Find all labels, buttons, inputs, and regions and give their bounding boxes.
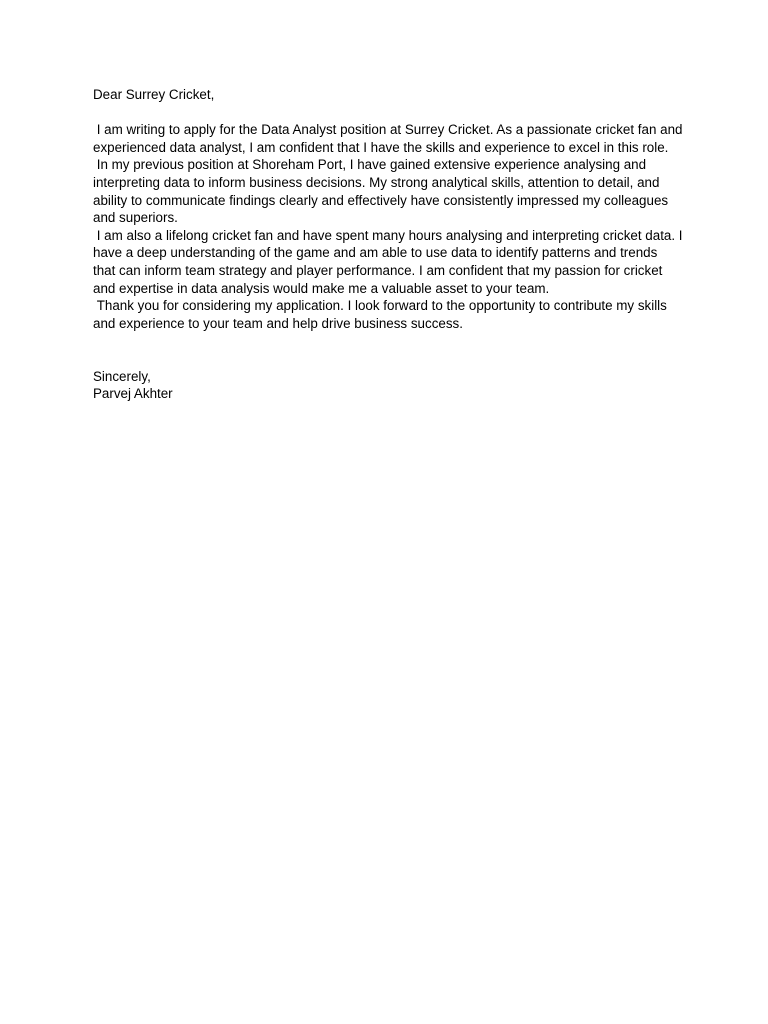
body-paragraph-1: I am writing to apply for the Data Analyst position at Surrey Cricket. As a passionate cricket fan and experienced data analyst, I am confident that I have the skills and experience to excel in this role.	[93, 122, 687, 155]
body-paragraph-4: Thank you for considering my application. I look forward to the opportunity to contribute my skills and experience to your team and help drive business success.	[93, 298, 671, 331]
spacer	[93, 332, 683, 367]
cover-letter	[93, 86, 687, 403]
closing: Sincerely,	[93, 368, 151, 384]
signature: Parvej Akhter	[93, 386, 173, 402]
spacer	[93, 104, 683, 122]
body-paragraph-3: I am also a lifelong cricket fan and have spent many hours analysing and interpreting cricket data. I have a deep understanding of the game and am able to use data to identify patterns and trends that can inform team strategy and player performance. I am confident that my passion for cricket and expertise in data analysis would make me a valuable asset to your team.	[93, 227, 687, 296]
salutation: Dear Surrey Cricket,	[93, 87, 215, 102]
body-paragraph-2: In my previous position at Shoreham Port, I have gained extensive experience analysing and interpreting data to inform business decisions. My strong analytical skills, attention to detail, and ability to communicate findings clearly and effectively have consistently impressed my colleagues and superiors.	[93, 157, 672, 226]
